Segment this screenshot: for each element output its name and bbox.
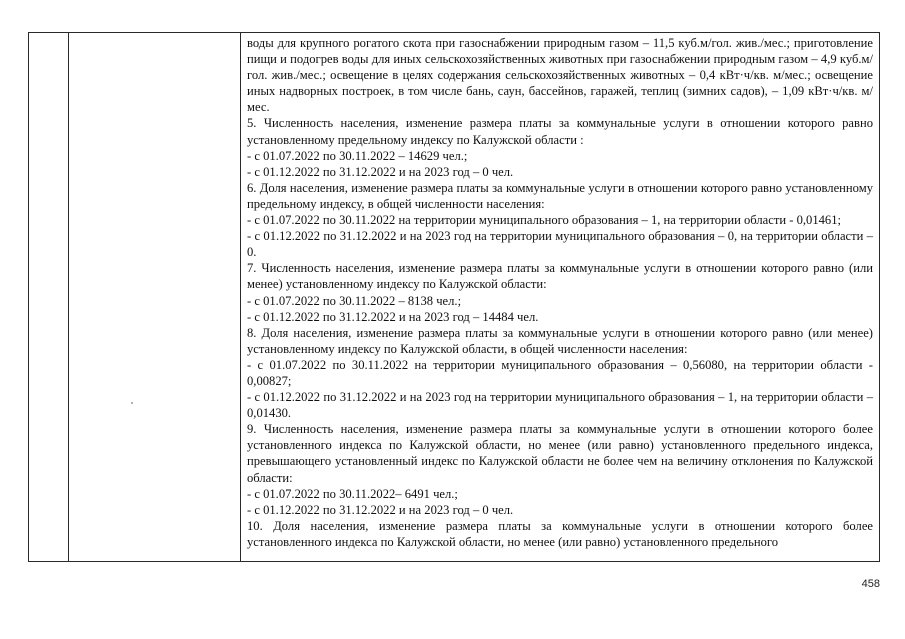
paragraph: - с 01.07.2022 по 30.11.2022 – 14629 чел.; bbox=[247, 148, 468, 163]
table-cell-content bbox=[241, 33, 880, 562]
paragraph: 7. Численность населения, изменение размера платы за коммунальные услуги в отношении которого равно (или менее) установленному индексу по Калужской области: bbox=[247, 261, 873, 292]
paragraph: - с 01.07.2022 по 30.11.2022– 6491 чел.; bbox=[247, 486, 458, 501]
paragraph: - с 01.12.2022 по 31.12.2022 и на 2023 год на территории муниципального образования – 0, на территории области – 0. bbox=[247, 229, 873, 260]
paragraph: 5. Численность населения, изменение размера платы за коммунальные услуги в отношении которого равно установленному предельному индексу по Калужской области : bbox=[247, 116, 873, 147]
paragraph: - с 01.07.2022 по 30.11.2022 – 8138 чел.; bbox=[247, 293, 462, 308]
content-text-block bbox=[241, 33, 879, 561]
paragraph: - с 01.12.2022 по 31.12.2022 и на 2023 год – 0 чел. bbox=[247, 502, 514, 517]
paragraph: 8. Доля населения, изменение размера платы за коммунальные услуги в отношении которого равно (или менее) установленному индексу по Калужской области, в общей численности населения: bbox=[247, 325, 873, 356]
paragraph: - с 01.12.2022 по 31.12.2022 и на 2023 год на территории муниципального образования – 1, на территории области – 0,01430. bbox=[247, 390, 873, 421]
document-table bbox=[28, 32, 880, 562]
paragraph: - с 01.07.2022 по 30.11.2022 на территории муниципального образования – 0,56080, на территории области - 0,00827; bbox=[247, 357, 873, 388]
table-cell-indicator bbox=[69, 33, 241, 562]
paragraph: 6. Доля населения, изменение размера платы за коммунальные услуги в отношении которого равно установленному предельному индексу, в общей численности населения: bbox=[247, 180, 873, 211]
paragraph: - с 01.12.2022 по 31.12.2022 и на 2023 год – 14484 чел. bbox=[247, 309, 539, 324]
paragraph: - с 01.07.2022 по 30.11.2022 на территории муниципального образования – 1, на территории области - 0,01461; bbox=[247, 213, 842, 228]
paragraph: - с 01.12.2022 по 31.12.2022 и на 2023 год – 0 чел. bbox=[247, 164, 514, 179]
paragraph: воды для крупного рогатого скота при газоснабжении природным газом – 11,5 куб.м/гол. жив./мес.; приготовление пищи и подогрев воды для иных сельскохозяйственных животных при газоснабжении природным газом – 4,9 куб.м/гол. жив./мес.; освещение в целях содержания сельскохозяйственных животных – 0,4 кВт·ч/кв. м/мес.; освещение иных надворных построек, в том числе бань, саун, бассейнов, гаражей, теплиц (зимних садов), – 1,09 кВт·ч/кв. м/мес. bbox=[247, 36, 873, 115]
table-cell-number bbox=[29, 33, 69, 562]
page-number: 458 bbox=[861, 578, 880, 590]
paragraph: 9. Численность населения, изменение размера платы за коммунальные услуги в отношении которого более установленного индекса по Калужской области, но менее (или равно) установленного предельного индекса, превышающего установленный индекс по Калужской области не более чем на величину отклонения по Калужской области: bbox=[247, 422, 873, 485]
scan-speck bbox=[131, 402, 133, 404]
table-row bbox=[29, 33, 880, 562]
paragraph: 10. Доля населения, изменение размера платы за коммунальные услуги в отношении которого более установленного индекса по Калужской области, но менее (или равно) установленного предельного bbox=[247, 518, 873, 549]
